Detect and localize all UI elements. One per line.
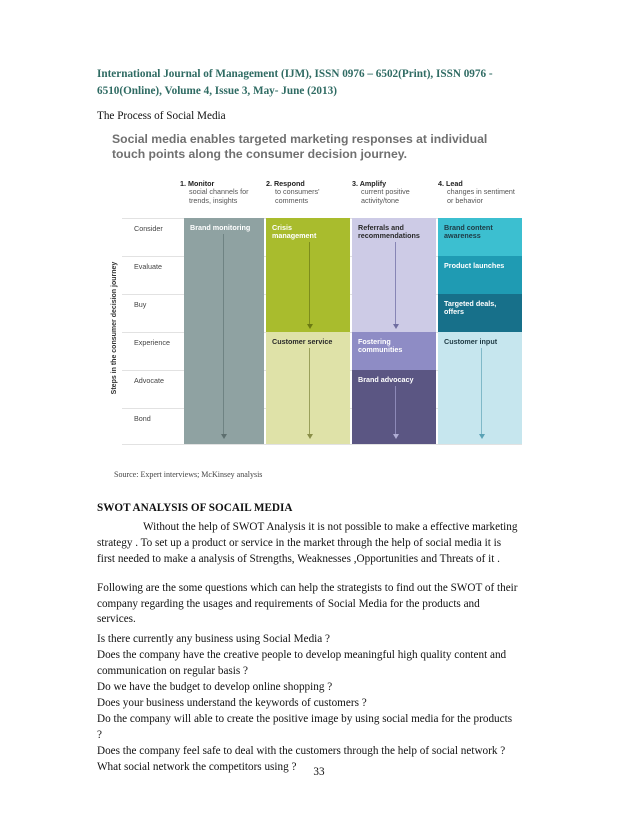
step-desc: social channels for: [189, 187, 249, 197]
cell-product-launches: Product launches: [444, 261, 505, 270]
cell-line: Crisis: [272, 223, 292, 232]
journal-header: [97, 66, 543, 100]
cell-line: Fostering: [358, 337, 391, 346]
row-label-experience: Experience: [134, 338, 170, 347]
cell-customer-service: Customer service: [272, 337, 333, 346]
figure-source: Source: Expert interviews; McKinsey analysis: [114, 470, 263, 479]
cell-targeted-deals: [444, 300, 496, 317]
cell-line: Referrals and: [358, 223, 404, 232]
cell-crisis-management: [272, 224, 316, 241]
question: Do the company will able to create the positive image by using social media for the products: [97, 713, 513, 725]
y-axis-title: Steps in the consumer decision journey: [111, 261, 118, 395]
paragraph-line: services.: [97, 613, 136, 626]
question: What social network the competitors using ?: [97, 761, 297, 773]
step-desc: to consumers': [275, 187, 320, 197]
page-number: 33: [313, 766, 325, 778]
row-label-consider: Consider: [134, 224, 163, 233]
amplify-arrow-line: [395, 242, 396, 324]
amplify-arrow-line-2: [395, 386, 396, 434]
paragraph-text: Without the help of SWOT Analysis it is not possible to make a effective marketing: [143, 521, 518, 533]
step-header-lead: [438, 180, 515, 205]
amplify-arrow-icon: [393, 324, 399, 329]
question: Does your business understand the keywords of customers ?: [97, 697, 367, 709]
section-heading: SWOT ANALYSIS OF SOCAIL MEDIA: [97, 502, 293, 514]
question: communication on regular basis ?: [97, 665, 248, 677]
paragraph-1: [97, 519, 543, 568]
monitor-column: [184, 218, 264, 444]
social-media-figure: [112, 132, 532, 480]
question: Does the company have the creative people to develop meaningful high quality content and: [97, 649, 507, 661]
respond-arrow-line: [309, 242, 310, 324]
step-header-amplify: [352, 180, 410, 205]
step-desc: current positive: [361, 187, 410, 197]
cell-line: awareness: [444, 231, 481, 241]
lead-arrow-line: [481, 348, 482, 434]
cell-line: management: [272, 231, 317, 241]
respond-arrow-icon-2: [307, 434, 313, 439]
question: ?: [97, 729, 102, 741]
journal-header-line1: International Journal of Management (IJM), ISSN 0976 – 6502(Print), ISSN 0976 -: [97, 68, 493, 80]
monitor-arrow-line: [223, 234, 224, 434]
row-label-buy: Buy: [134, 300, 147, 309]
paragraph-line: [97, 519, 543, 535]
cell-line: offers: [444, 307, 464, 317]
row-label-evaluate: Evaluate: [134, 262, 162, 271]
paragraph-2: [97, 581, 543, 628]
questions-list: [97, 631, 543, 775]
cell-fostering-communities: [358, 338, 402, 355]
figure-headline-line1: Social media enables targeted marketing responses at individual: [112, 132, 488, 146]
cell-line: communities: [358, 345, 403, 355]
figure-title: The Process of Social Media: [97, 110, 226, 122]
step-title: 2. Respond: [266, 179, 305, 188]
lead-arrow-icon: [479, 434, 485, 439]
step-title: 3. Amplify: [352, 179, 387, 188]
paragraph-line: strategy . To set up a product or service in the market through the help of social media it is: [97, 537, 502, 550]
row-label-advocate: Advocate: [134, 376, 164, 385]
paragraph-line: first needed to make a analysis of Strengths, Weaknesses ,Opportunities and Threats of it .: [97, 553, 500, 566]
cell-line: Brand content: [444, 223, 493, 232]
step-desc: activity/tone: [361, 195, 399, 205]
step-desc: or behavior: [447, 195, 483, 205]
cell-brand-advocacy: Brand advocacy: [358, 375, 414, 384]
respond-arrow-icon: [307, 324, 313, 329]
lead-column-bottom: [438, 332, 522, 444]
step-desc: comments: [275, 195, 309, 205]
amplify-arrow-icon-2: [393, 434, 399, 439]
cell-brand-monitoring: Brand monitoring: [190, 223, 251, 232]
step-title: 1. Monitor: [180, 179, 215, 188]
respond-arrow-line-2: [309, 348, 310, 434]
respond-column-bottom: [266, 332, 350, 444]
step-desc: trends, insights: [189, 195, 238, 205]
row-divider: [122, 444, 522, 445]
monitor-arrow-icon: [221, 434, 227, 439]
cell-line: recommendations: [358, 231, 420, 241]
cell-brand-content-awareness: [444, 224, 493, 241]
question: Does the company feel safe to deal with the customers through the help of social network ?: [97, 745, 506, 757]
cell-customer-input: Customer input: [444, 337, 498, 346]
cell-line: Targeted deals,: [444, 299, 497, 308]
paragraph-line: Following are the some questions which can help the strategists to find out the SWOT of their: [97, 582, 518, 594]
figure-headline-line2: touch points along the consumer decision journey.: [112, 147, 408, 161]
paragraph-line: company regarding the usages and requirements of Social Media for the products and: [97, 597, 480, 610]
journal-header-line2: 6510(Online), Volume 4, Issue 3, May- June (2013): [97, 85, 337, 97]
row-label-bond: Bond: [134, 414, 151, 423]
question: Do we have the budget to develop online shopping ?: [97, 681, 333, 693]
step-desc: changes in sentiment: [447, 187, 515, 197]
step-header-monitor: [180, 180, 249, 205]
cell-referrals: [358, 224, 420, 241]
step-title: 4. Lead: [438, 179, 463, 188]
step-header-respond: [266, 180, 320, 205]
figure-headline: [112, 132, 532, 162]
question: Is there currently any business using Social Media ?: [97, 633, 331, 645]
